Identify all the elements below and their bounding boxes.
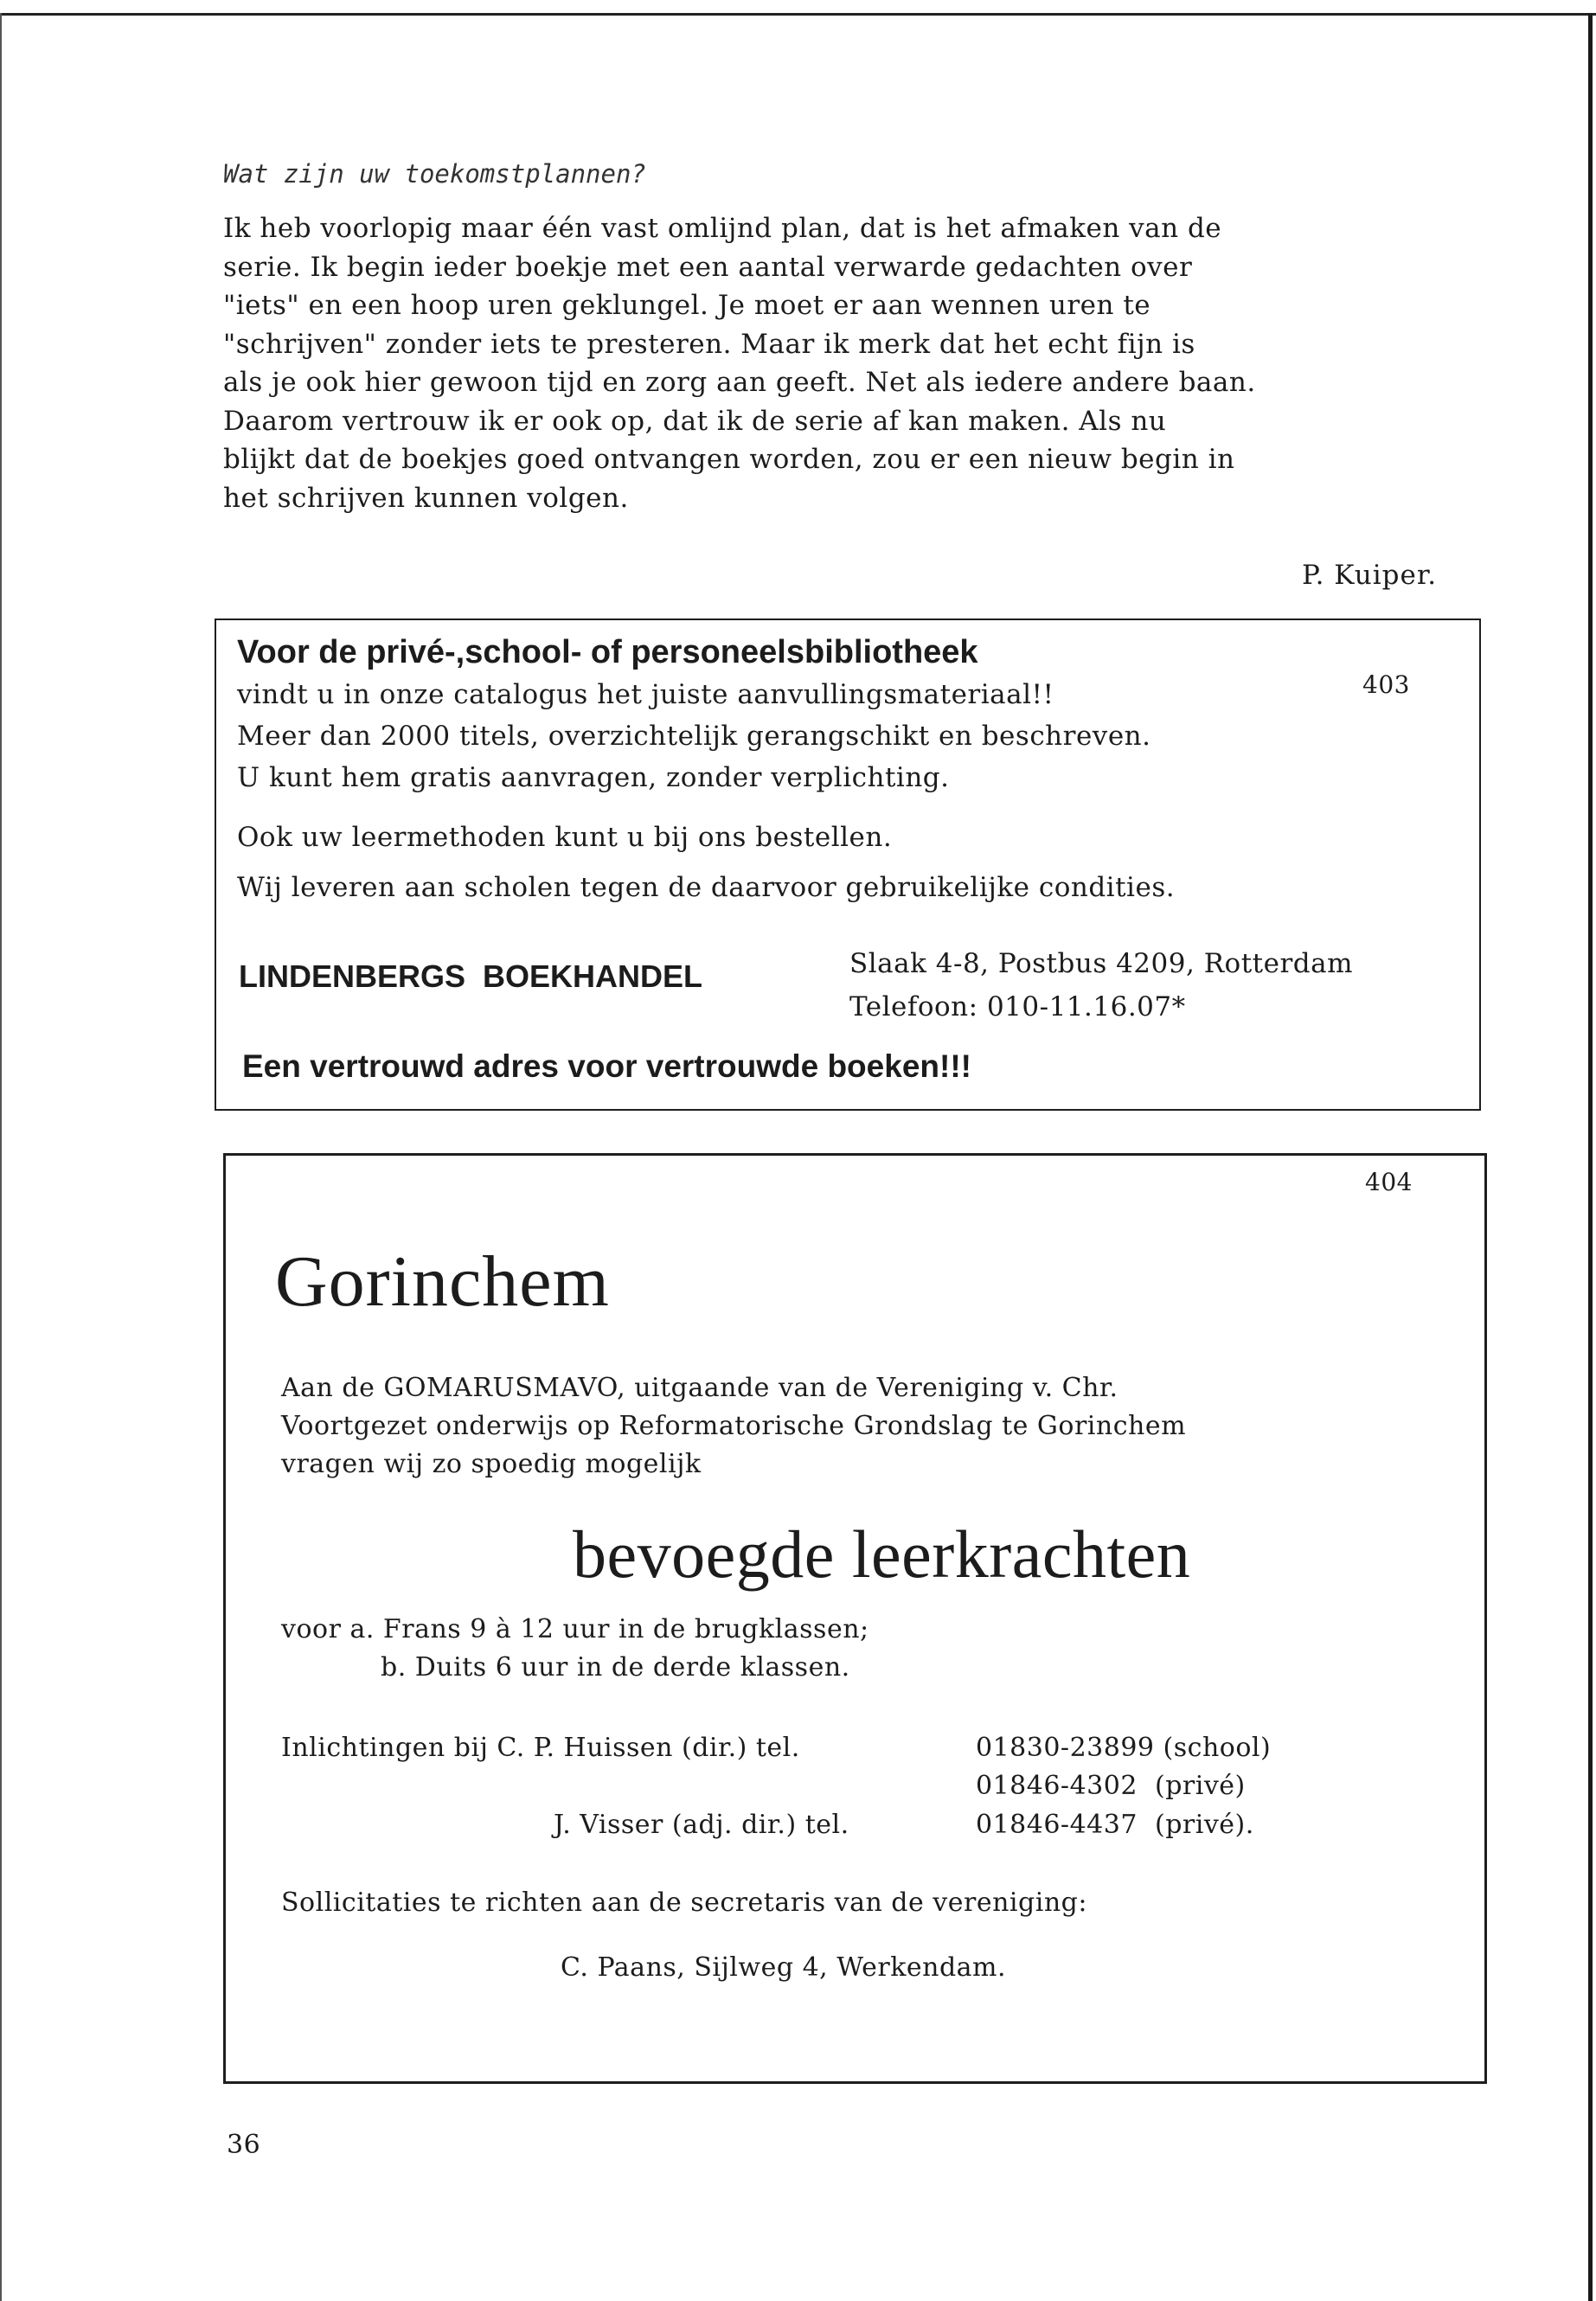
vacancy-b: b. Duits 6 uur in de derde klassen.: [381, 1652, 850, 1682]
sollicitation-text: Sollicitaties te richten aan de secretaris van de vereniging:: [281, 1888, 1087, 1918]
answer-line: "schrijven" zonder iets te presteren. Maar ik merk dat het echt fijn is: [223, 328, 1195, 360]
answer-line: als je ook hier gewoon tijd en zorg aan geeft. Net als iedere andere baan.: [223, 367, 1256, 398]
page-border-top: [0, 13, 1596, 16]
page-border-left: [0, 13, 2, 2301]
secretary-address: C. Paans, Sijlweg 4, Werkendam.: [561, 1952, 1007, 1983]
ad-404-number: 404: [1365, 1168, 1413, 1196]
answer-line: Ik heb voorlopig maar één vast omlijnd plan, dat is het afmaken van de: [223, 213, 1222, 244]
answer-line: "iets" en een hoop uren geklungel. Je moet er aan wennen uren te: [223, 290, 1151, 321]
page-border-right: [1588, 13, 1593, 2301]
answer-line: serie. Ik begin ieder boekje met een aantal verwarde gedachten over: [223, 251, 1193, 283]
info-contact-2: J. Visser (adj. dir.) tel.: [554, 1810, 849, 1840]
author-signature: P. Kuiper.: [1302, 560, 1438, 591]
intro-line: Voortgezet onderwijs op Reformatorische Grondslag te Gorinchem: [281, 1411, 1187, 1441]
answer-line: het schrijven kunnen volgen.: [223, 482, 629, 514]
ad-403-line: U kunt hem gratis aanvragen, zonder verplichting.: [237, 762, 950, 793]
interview-answer: [223, 209, 1469, 517]
ad-403-line: vindt u in onze catalogus het juiste aanvullingsmateriaal!!: [237, 679, 1054, 710]
answer-line: Daarom vertrouw ik er ook op, dat ik de serie af kan maken. Als nu: [223, 405, 1167, 437]
bookshop-address: Slaak 4-8, Postbus 4209, Rotterdam: [849, 948, 1353, 979]
intro-line: Aan de GOMARUSMAVO, uitgaande van de Vereniging v. Chr.: [281, 1373, 1118, 1403]
bookshop-name: LINDENBERGS BOEKHANDEL: [239, 958, 703, 994]
ad-403-number: 403: [1362, 670, 1410, 699]
ad-404-heading: bevoegde leerkrachten: [573, 1516, 1191, 1592]
ad-403-headline: Voor de privé-,school- of personeelsbibliotheek: [237, 634, 978, 670]
ad-404-intro: [281, 1369, 1186, 1484]
info-contact-1: Inlichtingen bij C. P. Huissen (dir.) tel.: [281, 1733, 800, 1763]
ad-403-line: Meer dan 2000 titels, overzichtelijk gerangschikt en beschreven.: [237, 721, 1151, 752]
interview-question: Wat zijn uw toekomstplannen?: [223, 159, 646, 189]
intro-line: vragen wij zo spoedig mogelijk: [281, 1449, 702, 1479]
answer-line: blijkt dat de boekjes goed ontvangen worden, zou er een nieuw begin in: [223, 444, 1235, 475]
ad-403-line: Ook uw leermethoden kunt u bij ons bestellen.: [237, 822, 893, 853]
bookshop-phone: Telefoon: 010-11.16.07*: [849, 991, 1186, 1022]
info-phone-2: 01846-4302 (privé): [976, 1771, 1246, 1801]
ad-404-title: Gorinchem: [275, 1241, 610, 1322]
info-phone-1: 01830-23899 (school): [976, 1733, 1272, 1763]
ad-403-line: Wij leveren aan scholen tegen de daarvoor gebruikelijke condities.: [237, 872, 1176, 903]
info-phone-3: 01846-4437 (privé).: [976, 1810, 1254, 1840]
page-number: 36: [227, 2130, 261, 2160]
vacancy-a: voor a. Frans 9 à 12 uur in de brugklassen;: [281, 1614, 869, 1644]
bookshop-slogan: Een vertrouwd adres voor vertrouwde boeken!!!: [242, 1048, 971, 1084]
